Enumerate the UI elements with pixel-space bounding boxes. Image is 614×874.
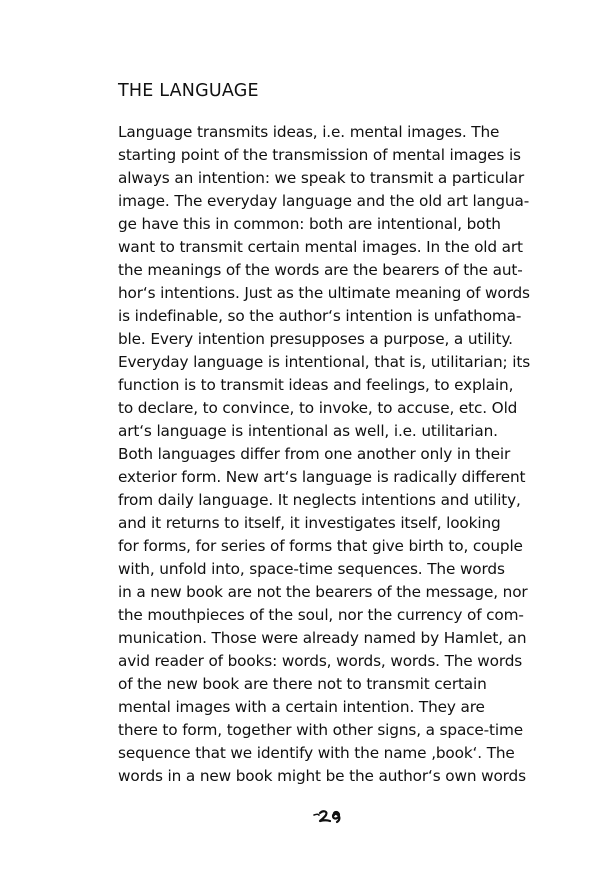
text-line: function is to transmit ideas and feelings, to explain, <box>118 376 514 394</box>
text-line: Language transmits ideas, i.e. mental images. The <box>118 123 500 141</box>
text-line: is indefinable, so the author‘s intention is unfathoma- <box>118 307 522 325</box>
text-line: ble. Every intention presupposes a purpose, a utility. <box>118 330 513 348</box>
text-line: and it returns to itself, it investigates itself, looking <box>118 514 501 532</box>
text-line: image. The everyday language and the old art langua- <box>118 192 530 210</box>
text-line: starting point of the transmission of mental images is <box>118 146 521 164</box>
text-line: there to form, together with other signs, a space-time <box>118 721 524 739</box>
text-line: munication. Those were already named by Hamlet, an <box>118 629 527 647</box>
text-line: avid reader of books: words, words, words. The words <box>118 652 523 670</box>
text-line: always an intention: we speak to transmit a particular <box>118 169 524 187</box>
text-line: of the new book are there not to transmit certain <box>118 675 487 693</box>
section-heading: THE LANGUAGE <box>118 81 259 101</box>
text-line: Both languages differ from one another only in their <box>118 445 511 463</box>
text-line: ge have this in common: both are intentional, both <box>118 215 501 233</box>
text-line: in a new book are not the bearers of the message, nor <box>118 583 528 601</box>
text-line: with, unfold into, space-time sequences. The words <box>118 560 505 578</box>
text-line: words in a new book might be the author‘s own words <box>118 767 526 785</box>
text-line: mental images with a certain intention. They are <box>118 698 485 716</box>
text-line: Everyday language is intentional, that is, utilitarian; its <box>118 353 531 371</box>
text-line: for forms, for series of forms that give birth to, couple <box>118 537 523 555</box>
text-line: to declare, to convince, to invoke, to accuse, etc. Old <box>118 399 518 417</box>
text-line: art‘s language is intentional as well, i.e. utilitarian. <box>118 422 498 440</box>
page-number-glyph <box>300 806 360 826</box>
text-line: hor‘s intentions. Just as the ultimate meaning of words <box>118 284 530 302</box>
text-line: the mouthpieces of the soul, nor the currency of com- <box>118 606 524 624</box>
body-paragraph <box>118 121 548 788</box>
text-line: the meanings of the words are the bearers of the aut- <box>118 261 523 279</box>
text-line: want to transmit certain mental images. In the old art <box>118 238 523 256</box>
text-line: sequence that we identify with the name ‚book‘. The <box>118 744 515 762</box>
text-line: from daily language. It neglects intentions and utility, <box>118 491 521 509</box>
text-line: exterior form. New art‘s language is radically different <box>118 468 526 486</box>
